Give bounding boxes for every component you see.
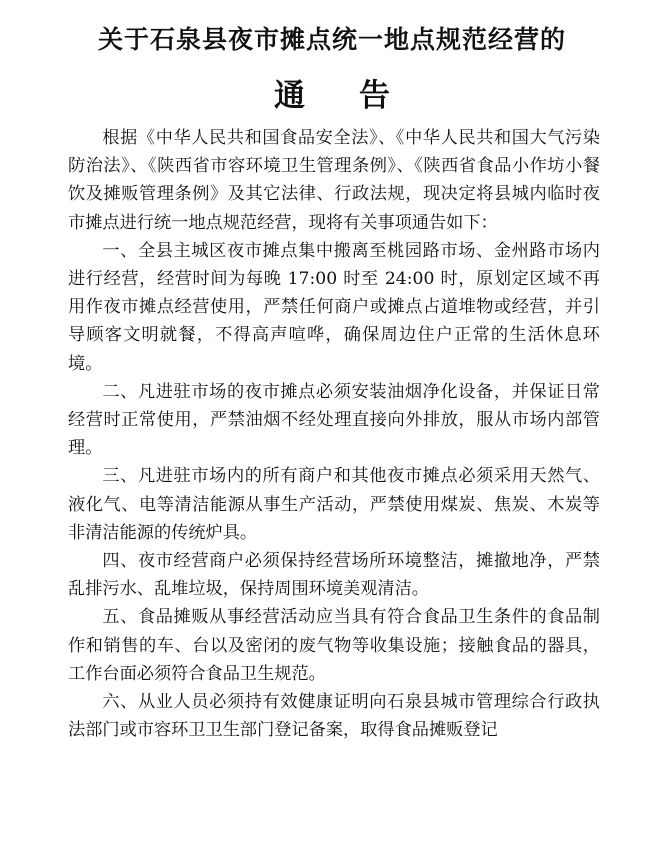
clause-paragraph-2: 二、凡进驻市场的夜市摊点必须安装油烟净化设备，并保证日常经营时正常使用，严禁油烟不经处理直接向外排放，服从市场内部管理。 xyxy=(68,381,600,459)
clause-paragraph-6: 六、从业人员必须持有效健康证明向石泉县城市管理综合行政执法部门或市容环卫卫生部门登记备案，取得食品摊贩登记 xyxy=(68,692,600,741)
notice-heading-char-1: 通 xyxy=(274,78,305,114)
notice-title: 关于石泉县夜市摊点统一地点规范经营的 xyxy=(97,25,566,54)
clause-paragraph-5: 五、食品摊贩从事经营活动应当具有符合食品卫生条件的食品制作和销售的车、台以及密闭的废气物等收集设施；接触食品的器具，工作台面必须符合食品卫生规范。 xyxy=(68,607,600,684)
clause-paragraph-3: 三、凡进驻市场内的所有商户和其他夜市摊点必须采用天然气、液化气、电等清洁能源从事生产活动，严禁使用煤炭、焦炭、木炭等非清洁能源的传统炉具。 xyxy=(68,466,600,543)
clause-paragraph-4: 四、夜市经营商户必须保持经营场所环境整洁，摊撤地净，严禁乱排污水、乱堆垃圾，保持周围环境美观清洁。 xyxy=(68,551,600,600)
clause-paragraph-1: 一、全县主城区夜市摊点集中搬离至桃园路市场、金州路市场内进行经营，经营时间为每晚 17:00 时至 24:00 时，原划定区域不再用作夜市摊点经营使用，严禁任何商户或摊点占道堆物或经营，并引导顾客文明就餐，不得高声喧哗，确保周边住户正常的生活休息环境。 xyxy=(68,240,600,374)
notice-heading xyxy=(0,76,664,116)
notice-body xyxy=(68,124,600,744)
intro-paragraph: 根据《中华人民共和国食品安全法》、《中华人民共和国大气污染防治法》、《陕西省市容环境卫生管理条例》、《陕西省食品小作坊小餐饮及摊贩管理条例》及其它法律、行政法规，现决定将县城内临时夜市摊点进行统一地点规范经营，现将有关事项通告如下： xyxy=(68,128,600,233)
notice-heading-char-2: 告 xyxy=(359,78,390,114)
